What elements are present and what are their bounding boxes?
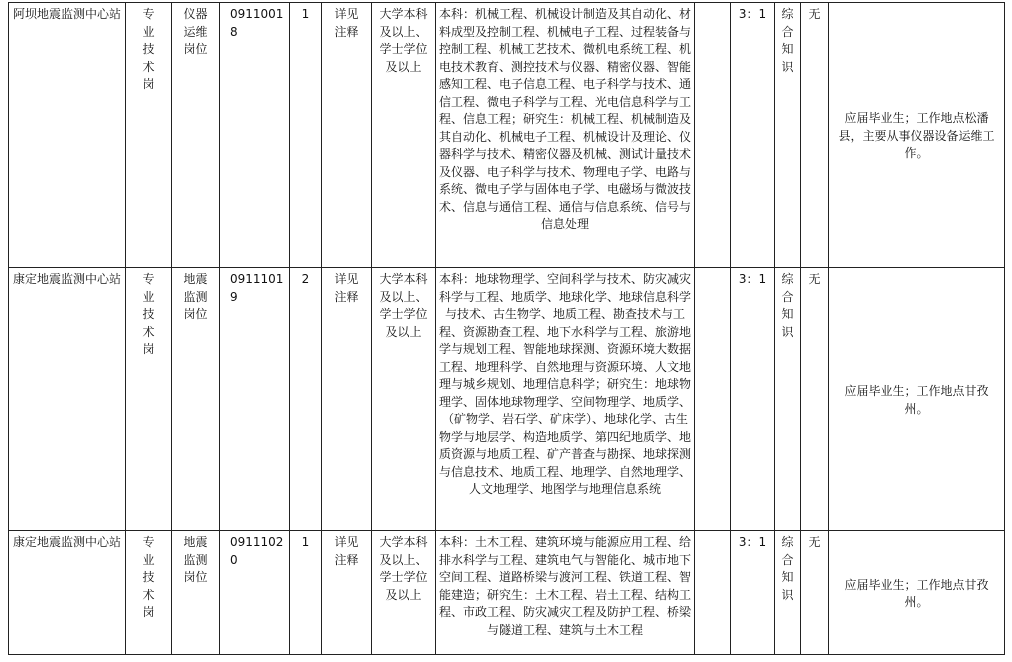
exam-ratio: 3：1: [738, 272, 767, 286]
extra-requirement: 无: [808, 535, 821, 549]
note-text: 应届毕业生；工作地点甘孜州。: [844, 577, 989, 609]
education-cell: [372, 531, 436, 655]
extra-cell: [801, 531, 829, 655]
education-requirement: 大学本科及以上、学士学位及以上: [379, 7, 428, 74]
note-text: 应届毕业生；工作地点甘孜州。: [844, 384, 989, 416]
category-cell: [126, 531, 172, 655]
blank-cell: [695, 3, 731, 268]
blank-cell: [695, 268, 731, 531]
ratio-cell: [731, 268, 775, 531]
exam-subject: 综合知识: [781, 7, 794, 74]
job-category: 专业技术岗: [142, 535, 155, 619]
note-text: 应届毕业生；工作地点松潘县，主要从事仪器设备运维工作。: [838, 111, 995, 161]
exam-cell: [775, 268, 801, 531]
unit-name: 康定地震监测中心站: [12, 535, 121, 549]
major-requirement: 本科：土木工程、建筑环境与能源应用工程、给排水科学与工程、建筑电气与智能化、城市地下空间工程、道路桥梁与渡河工程、铁道工程、智能建造；研究生：土木工程、岩土工程、结构工程、市政工程、防灾减灾工程及防护工程、桥梁与隧道工程、建筑与土木工程: [439, 535, 692, 637]
post-cell: [172, 268, 220, 531]
category-cell: [126, 268, 172, 531]
post-name: 仪器运维岗位: [183, 7, 208, 56]
exam-ratio: 3：1: [738, 535, 767, 549]
count-cell: [290, 531, 322, 655]
code-cell: [220, 531, 290, 655]
post-cell: [172, 531, 220, 655]
category-cell: [126, 3, 172, 268]
unit-cell: [9, 3, 126, 268]
major-requirement: 本科：地球物理学、空间科学与技术、防灾减灾科学与工程、地质学、地球化学、地球信息科学与技术、古生物学、地质工程、勘查技术与工程、资源勘查工程、地下水科学与工程、旅游地学与规划工程、智能地球探测、资源环境大数据工程、地理科学、自然地理与资源环境、人文地理与城乡规划、地理信息科学；研究生：地球物理学、固体地球物理学、空间物理学、地质学、（矿物学、岩石学、矿床学）、地球化学、古生物学与地层学、构造地质学、第四纪地质学、地质资源与地质工程、矿产普查与勘探、地球探测与信息技术、地质工程、地理学、自然地理学、人文地理学、地图学与地理信息系统: [439, 272, 692, 496]
table-row: [9, 3, 1005, 268]
major-cell: [436, 3, 695, 268]
extra-requirement: 无: [808, 272, 821, 286]
note-cell: [829, 3, 1005, 268]
education-requirement: 大学本科及以上、学士学位及以上: [379, 272, 428, 339]
exam-subject: 综合知识: [781, 535, 794, 602]
code-cell: [220, 268, 290, 531]
exam-cell: [775, 3, 801, 268]
extra-cell: [801, 268, 829, 531]
count-cell: [290, 3, 322, 268]
job-category: 专业技术岗: [142, 272, 155, 356]
hire-count: 2: [301, 272, 310, 286]
ratio-cell: [731, 3, 775, 268]
recruitment-table: [8, 2, 1005, 655]
unit-cell: [9, 531, 126, 655]
exam-cell: [775, 531, 801, 655]
post-code: 09111020: [230, 535, 284, 567]
explain-cell: [322, 531, 372, 655]
job-category: 专业技术岗: [142, 7, 155, 91]
education-requirement: 大学本科及以上、学士学位及以上: [379, 535, 428, 602]
explain-cell: [322, 3, 372, 268]
education-cell: [372, 268, 436, 531]
major-cell: [436, 531, 695, 655]
exam-ratio: 3：1: [738, 7, 767, 21]
explain-text: 详见注释: [334, 272, 359, 304]
explain-cell: [322, 268, 372, 531]
post-code: 09110018: [230, 7, 284, 39]
explain-text: 详见注释: [334, 7, 359, 39]
table-row: [9, 531, 1005, 655]
hire-count: 1: [301, 7, 310, 21]
explain-text: 详见注释: [334, 535, 359, 567]
extra-requirement: 无: [808, 7, 821, 21]
post-name: 地震监测岗位: [183, 272, 208, 321]
code-cell: [220, 3, 290, 268]
unit-cell: [9, 268, 126, 531]
extra-cell: [801, 3, 829, 268]
post-name: 地震监测岗位: [183, 535, 208, 584]
hire-count: 1: [301, 535, 310, 549]
post-cell: [172, 3, 220, 268]
post-code: 09111019: [230, 272, 284, 304]
blank-cell: [695, 531, 731, 655]
note-cell: [829, 531, 1005, 655]
table-row: [9, 268, 1005, 531]
ratio-cell: [731, 531, 775, 655]
major-cell: [436, 268, 695, 531]
major-requirement: 本科：机械工程、机械设计制造及其自动化、材料成型及控制工程、机械电子工程、过程装备与控制工程、机械工艺技术、微机电系统工程、机电技术教育、测控技术与仪器、精密仪器、智能感知工程、电子信息工程、电子科学与技术、通信工程、微电子科学与工程、光电信息科学与工程、信息工程；研究生：机械工程、机械制造及其自动化、机械电子工程、机械设计及理论、仪器科学与技术、精密仪器及机械、测试计量技术及仪器、电子科学与技术、物理电子学、电路与系统、微电子学与固体电子学、电磁场与微波技术、信息与通信工程、通信与信息系统、信号与信息处理: [439, 7, 692, 231]
note-cell: [829, 268, 1005, 531]
unit-name: 康定地震监测中心站: [12, 272, 121, 286]
unit-name: 阿坝地震监测中心站: [12, 7, 121, 21]
count-cell: [290, 268, 322, 531]
exam-subject: 综合知识: [781, 272, 794, 339]
education-cell: [372, 3, 436, 268]
